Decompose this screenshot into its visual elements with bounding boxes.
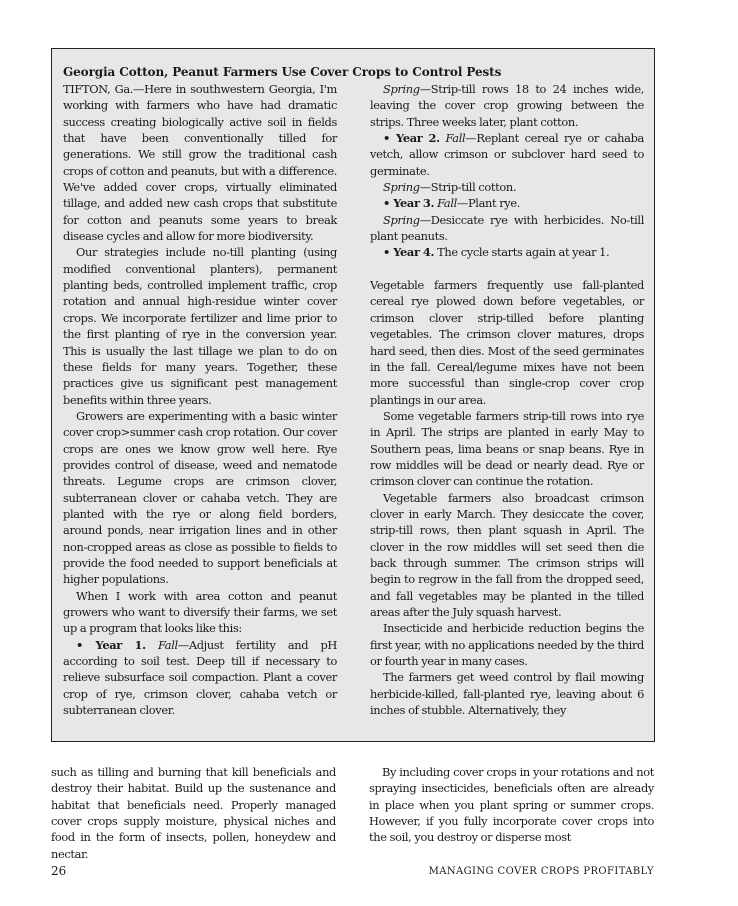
sidebar-paragraph: Our strategies include no-till planting (using modified conventional planters), permanent planting beds, controlled implement traffic, crop rotation and annual high-residue winter cover crops. We incorporate fertilizer and lime prior to the first planting of rye in the conversion year. This is usually the last tillage we plan to do on these fields for many years. Together, these practices give us significant pest management benefits within three years.: [63, 245, 337, 407]
sidebar-paragraph: Some vegetable farmers strip-till rows into rye in April. The strips are planted in early May to Southern peas, lima beans or snap beans. Rye in row middles will be dead or nearly dead. Rye or crimson clover can continue the rotation.: [370, 408, 644, 489]
year-2-text: —Replant cereal rye or cahaba vetch, allow crimson or subclover hard seed to germinate.: [370, 131, 644, 178]
season-label: Spring: [383, 82, 420, 96]
year-2-label: • Year 2.: [383, 131, 440, 146]
body-paragraph: such as tilling and burning that kill beneficials and destroy their habitat. Build up the sustenance and habitat that beneficials need. Properly managed cover crops supply moisture, physical niches and food in the form of insects, pollen, honeydew and nectar.: [51, 765, 336, 861]
year-3-text: —Plant rye.: [456, 196, 521, 211]
spring-item: [370, 179, 644, 195]
running-footer: MANAGING COVER CROPS PROFITABLY: [428, 866, 654, 877]
sidebar-title: Georgia Cotton, Peanut Farmers Use Cover Crops to Control Pests: [63, 65, 502, 79]
year-1-item: [63, 637, 337, 719]
season-label: Spring: [383, 180, 420, 195]
sidebar-right-column: [370, 81, 644, 718]
sidebar-left-column: [63, 81, 337, 718]
body-left-column: [51, 764, 336, 862]
sidebar-paragraph: Insecticide and herbicide reduction begins the first year, with no applications needed by the third or fourth year in many cases.: [370, 621, 644, 669]
year-4-text: The cycle starts again at year 1.: [437, 245, 610, 260]
sidebar-paragraph: TIFTON, Ga.—Here in southwestern Georgia, I'm working with farmers who have had dramatic success creating biologically active soil in fields that have been conventionally tilled for generations. We still grow the traditional cash crops of cotton and peanuts, but with a difference. We've added cover crops, virtually eliminated tillage, and added new cash crops that substitute for cotton and peanuts some years to break disease cycles and allow for more biodiversity.: [63, 82, 337, 244]
sidebar-box: [51, 48, 655, 742]
season-label: Fall: [445, 131, 466, 146]
sidebar-paragraph: When I work with area cotton and peanut growers who want to diversify their farms, we set up a program that looks like this:: [63, 588, 337, 636]
season-label: Fall: [437, 196, 457, 211]
year-3-label: • Year 3.: [383, 196, 435, 211]
year-1-text: —Adjust fertility and pH according to soil test. Deep till if necessary to relieve subsurface soil compaction. Plant a cover crop of rye, crimson clover, cahaba vetch or subterranean clover.: [63, 637, 337, 718]
year-4-item: [370, 244, 644, 260]
page-number: 26: [51, 864, 67, 878]
body-paragraph: By including cover crops in your rotations and not spraying insecticides, beneficials often are already in place when you plant spring or summer crops. However, if you fully incorporate cover crops into the soil, you destroy or disperse most: [369, 765, 654, 845]
year-4-label: • Year 4.: [383, 245, 435, 260]
spring-text: —Desiccate rye with herbicides. No-till plant peanuts.: [370, 212, 644, 244]
year-3-item: [370, 195, 644, 211]
spring-text: —Strip-till rows 18 to 24 inches wide, leaving the cover crop growing between the strips. Three weeks later, plant cotton.: [370, 82, 644, 129]
spring-text: —Strip-till cotton.: [419, 180, 517, 195]
sidebar-paragraph: Growers are experimenting with a basic winter cover crop>summer cash crop rotation. Our cover crops are ones we know grow well here. Rye provides control of disease, weed and nematode threats. Legume crops are crimson clover, subterranean clover or cahaba vetch. They are planted with the rye or along field borders, around ponds, near irrigation lines and in other non-cropped areas as close as possible to fields to provide the food needed to support beneficials at higher populations.: [63, 408, 337, 587]
year-1-label: • Year 1.: [76, 637, 146, 652]
sidebar-paragraph: The farmers get weed control by flail mowing herbicide-killed, fall-planted rye, leaving about 6 inches of stubble. Alternatively, they: [370, 670, 644, 718]
spring-item: [370, 212, 644, 245]
paragraph-gap: [370, 261, 644, 277]
body-right-column: [369, 764, 654, 846]
season-label: Fall: [157, 637, 178, 652]
sidebar-paragraph: Vegetable farmers also broadcast crimson clover in early March. They desiccate the cover, strip-till rows, then plant squash in April. The clover in the row middles will set seed then die back through summer. The crimson strips will begin to regrow in the fall from the dropped seed, and fall vegetables may be planted in the tilled areas after the July squash harvest.: [370, 490, 644, 619]
spring-item: [370, 81, 644, 130]
year-2-item: [370, 130, 644, 179]
sidebar-paragraph: Vegetable farmers frequently use fall-planted cereal rye plowed down before vegetables, or crimson clover strip-tilled before planting vegetables. The crimson clover matures, drops hard seed, then dies. Most of the seed germinates in the fall. Cereal/legume mixes have not been more successful than single-crop cover crop plantings in our area.: [370, 278, 644, 407]
season-label: Spring: [383, 212, 420, 227]
